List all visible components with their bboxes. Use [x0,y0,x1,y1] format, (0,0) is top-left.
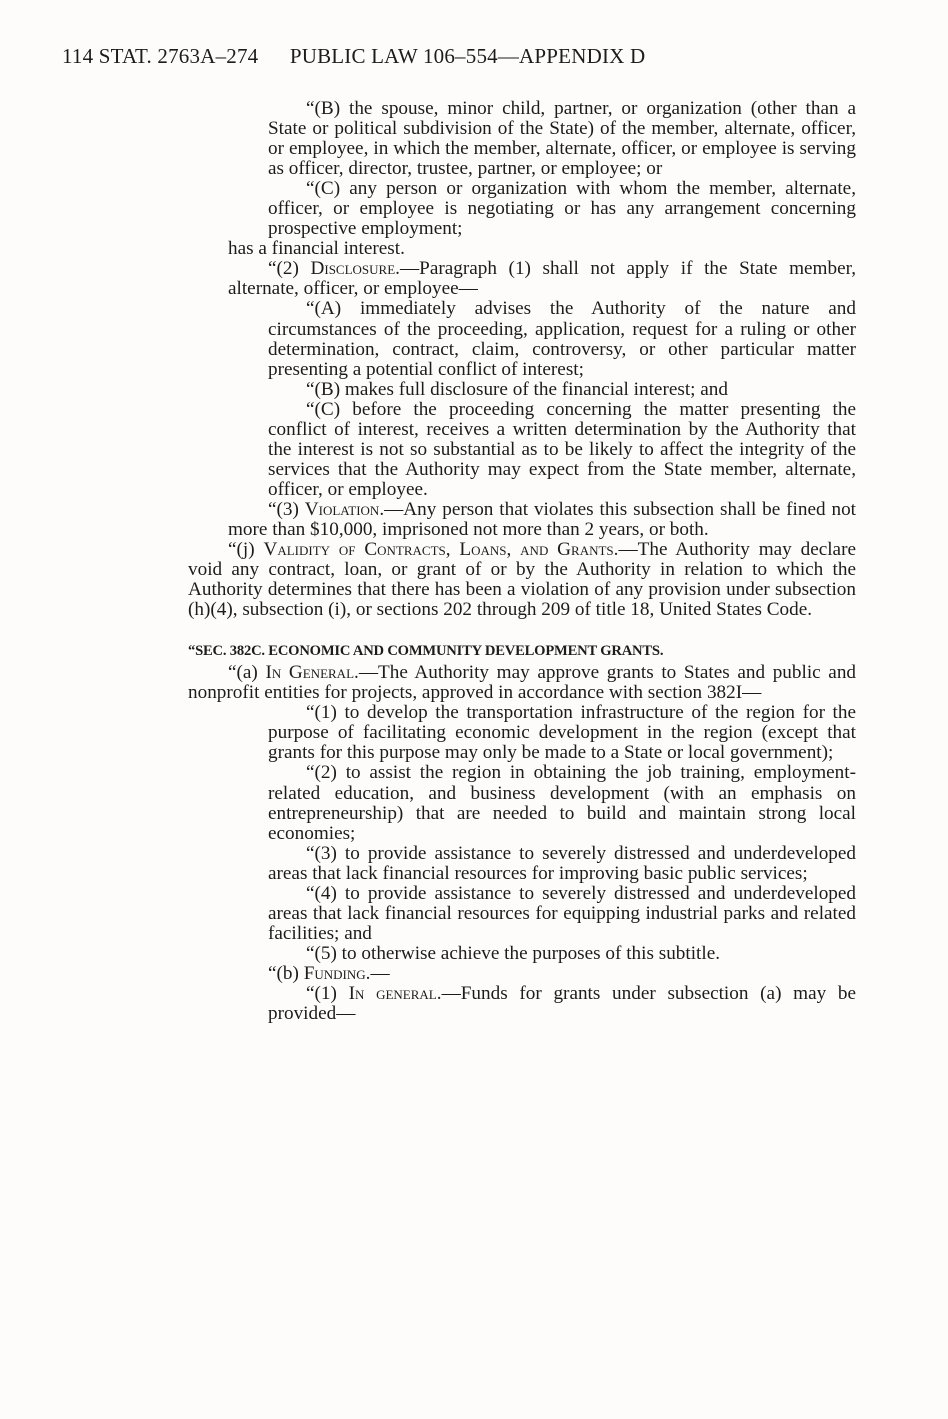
list-item-1: “(1) to develop the transportation infrastructure of the region for the purpose of facilitating economic development in the region (except that grants for this purpose may only be made to a State or local government); [268,702,856,764]
list-item-4: “(4) to provide assistance to severely distressed and underdeveloped areas that lack financial resources for equipping industrial parks and related facilities; and [268,882,856,944]
j-text: .—The Authority may declare void any contract, loan, or grant of or by the Authority in relation to which the Authority determines that there has been a violation of any provision under subsection (h)(4), subsection (i), or sections 202 through 209 of title 18, United States Code. [188,539,856,621]
b-funding-heading: Funding [303,962,366,984]
funding1-heading: In general [348,982,437,1004]
j-number: “(j) [228,539,264,561]
document-body [188,98,857,1025]
list-item-5: “(5) to otherwise achieve the purposes of this subtitle. [306,942,721,964]
paragraph-b-funding [228,964,856,984]
paragraph-a-advises: “(A) immediately advises the Authority of the nature and circumstances of the proceeding, application, request for a ruling or other determination, contract, claim, controversy, or other particular matter presenting a potential conflict of interest; [268,298,856,380]
list-item-3: “(3) to provide assistance to severely distressed and underdeveloped areas that lack financial resources for improving basic public services; [268,842,856,884]
paragraph-j-validity [188,540,856,620]
violation-heading: Violation [304,498,380,520]
b-funding-text: .— [365,962,390,984]
paragraph-disclosure [228,259,856,299]
funding1-text: .—Funds for grants under subsection (a) may be provided— [268,982,857,1025]
paragraph-c-person: “(C) any person or organization with whom the member, alternate, officer, or employee is negotiating or has any arrangement concerning prospective employment; [268,178,856,240]
stat-citation: 114 STAT. 2763A–274 [62,44,259,68]
paragraph-a-general [188,663,856,703]
paragraph-c-before: “(C) before the proceeding concerning the matter presenting the conflict of interest, receives a written determination by the Authority that the interest is not so substantial as to be likely to affect the integrity of the services that the Authority may expect from the State member, alternate, officer, or employee. [268,398,856,500]
paragraph-b-disclosure: “(B) makes full disclosure of the financial interest; and [306,378,728,400]
a-number: “(a) [228,662,266,684]
b-funding-number: “(b) [268,962,304,984]
violation-text: .—Any person that violates this subsection shall be fined not more than $10,000, imprisoned not more than 2 years, or both. [228,498,857,540]
a-text: .—The Authority may approve grants to States and public and nonprofit entities for projects, approved in accordance with section 382I— [188,662,857,704]
a-heading: In General [265,662,355,684]
paragraph-has-interest: has a financial interest. [228,238,405,260]
funding1-number: “(1) [306,982,349,1004]
violation-number: “(3) [268,498,305,520]
section-heading: “SEC. 382C. ECONOMIC AND COMMUNITY DEVELOPMENT GRANTS. [188,643,664,660]
page-header [62,44,645,69]
disclosure-text: .—Paragraph (1) shall not apply if the State member, alternate, officer, or employee— [228,258,857,300]
public-law-title: PUBLIC LAW 106–554—APPENDIX D [289,44,646,68]
paragraph-b-spouse: “(B) the spouse, minor child, partner, or organization (other than a State or political subdivision of the State) of the member, alternate, officer, or employee, in which the member, alternate, officer, or employee is serving as officer, director, trustee, partner, or employee; or [268,98,856,180]
paragraph-funding-1 [228,984,856,1024]
disclosure-heading: Disclosure [310,258,396,280]
list-item-2: “(2) to assist the region in obtaining the job training, employment-related education, and business development (with an emphasis on entrepreneurship) that are needed to build and maintain strong local economies; [268,762,856,844]
j-heading: Validity of Contracts, Loans, and Grants [263,539,614,561]
paragraph-violation [228,500,856,540]
disclosure-number: “(2) [268,258,311,280]
